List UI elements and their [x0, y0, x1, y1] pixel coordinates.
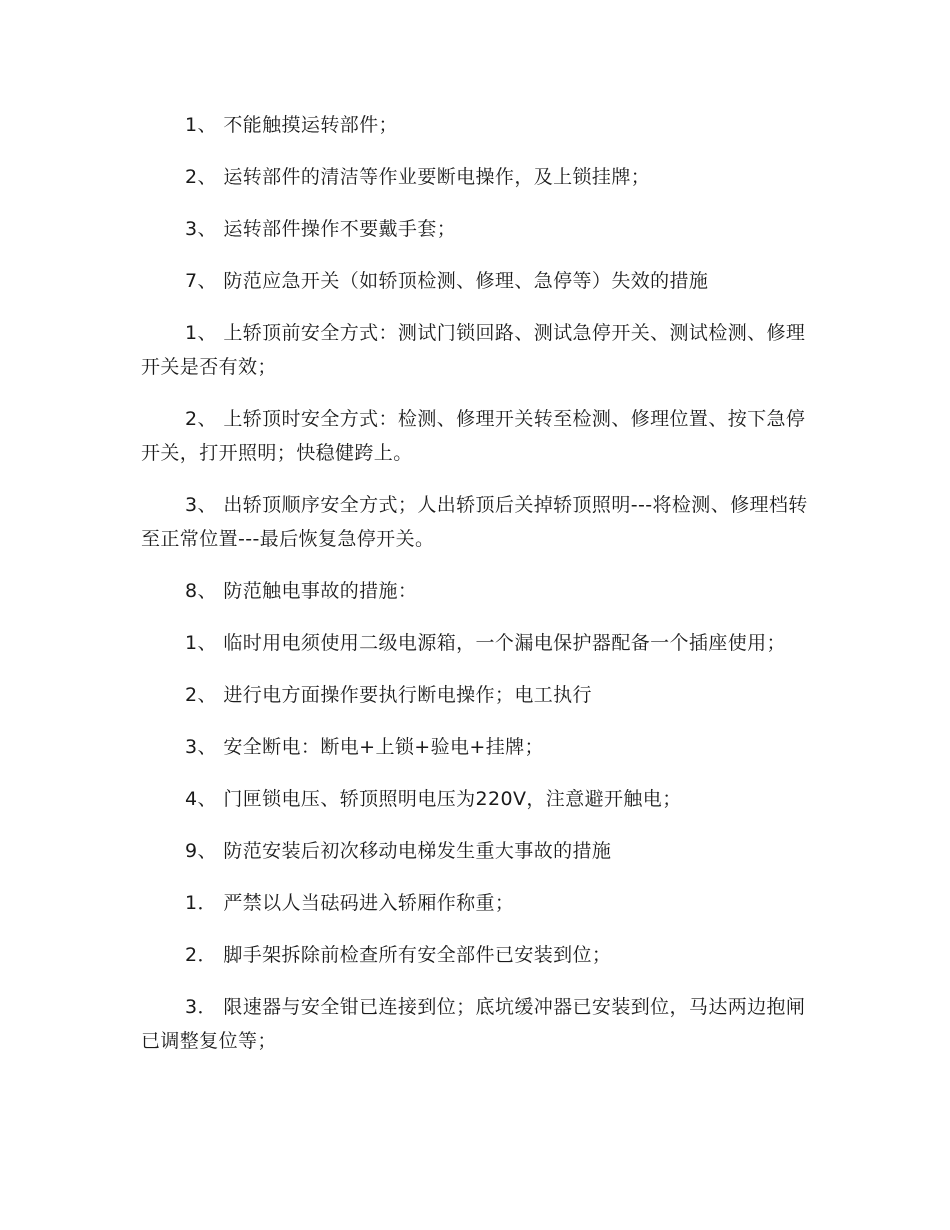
paragraph: 2、 上轿顶时安全方式：检测、修理开关转至检测、修理位置、按下急停开关，打开照明；快稳健跨上。: [141, 408, 806, 464]
section-heading: 7、 防范应急开关（如轿顶检测、修理、急停等）失效的措施: [185, 270, 709, 292]
paragraph: 1、 不能触摸运转部件；: [185, 114, 398, 136]
paragraph: 2、 进行电方面操作要执行断电操作；电工执行: [185, 684, 592, 706]
section-heading: 8、 防范触电事故的措施：: [185, 580, 418, 602]
paragraph: 1、 上轿顶前安全方式：测试门锁回路、测试急停开关、测试检测、修理开关是否有效；: [141, 322, 806, 378]
paragraph: 1． 严禁以人当砝码进入轿厢作称重；: [185, 892, 515, 914]
document-body: [141, 108, 809, 1076]
section-heading: 9、 防范安装后初次移动电梯发生重大事故的措施: [185, 840, 612, 862]
paragraph: 3． 限速器与安全钳已连接到位；底坑缓冲器已安装到位，马达两边抱闸已调整复位等；: [141, 996, 806, 1052]
paragraph: 3、 出轿顶顺序安全方式；人出轿顶后关掉轿顶照明---将检测、修理档转至正常位置---最后恢复急停开关。: [141, 494, 808, 550]
paragraph: 3、 安全断电：断电+上锁+验电+挂牌；: [185, 736, 544, 758]
paragraph: 3、 运转部件操作不要戴手套；: [185, 218, 457, 240]
paragraph: 2、 运转部件的清洁等作业要断电操作，及上锁挂牌；: [185, 166, 651, 188]
paragraph: 1、 临时用电须使用二级电源箱，一个漏电保护器配备一个插座使用；: [185, 632, 786, 654]
paragraph: 4、 门匣锁电压、轿顶照明电压为220V，注意避开触电；: [185, 788, 682, 810]
paragraph: 2． 脚手架拆除前检查所有安全部件已安装到位；: [185, 944, 612, 966]
